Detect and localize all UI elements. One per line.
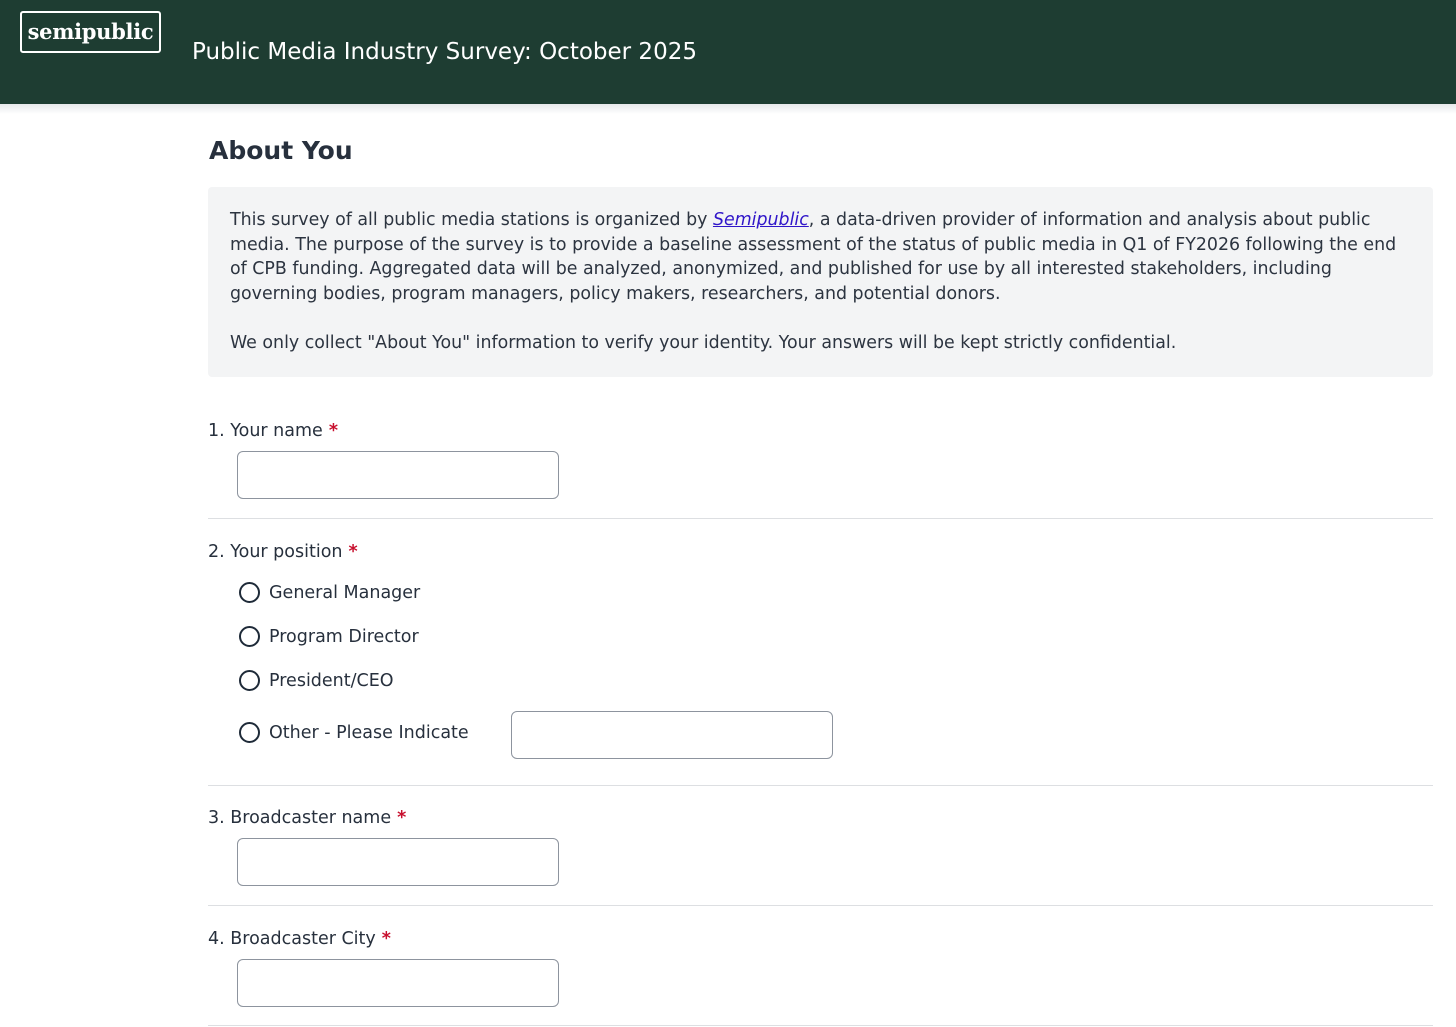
radio-label[interactable]: General Manager bbox=[269, 583, 421, 603]
survey-title: Public Media Industry Survey: October 2025 bbox=[192, 39, 697, 65]
radio-label[interactable]: Other - Please Indicate bbox=[269, 723, 469, 743]
required-asterisk: * bbox=[381, 929, 391, 949]
question-4-label bbox=[208, 926, 391, 952]
radio-button[interactable] bbox=[239, 626, 260, 647]
question-2-label bbox=[208, 539, 358, 565]
required-asterisk: * bbox=[348, 542, 358, 562]
broadcaster-name-input[interactable] bbox=[237, 838, 559, 886]
section-title: About You bbox=[209, 136, 353, 165]
semipublic-link[interactable]: Semipublic bbox=[712, 210, 809, 230]
semipublic-logo[interactable]: semipublic bbox=[20, 11, 161, 53]
question-2-text: 2. Your position bbox=[208, 542, 343, 562]
intro-paragraph-1 bbox=[230, 208, 1411, 306]
divider bbox=[208, 785, 1433, 786]
survey-header bbox=[0, 0, 1456, 104]
your-name-input[interactable] bbox=[237, 451, 559, 499]
intro-box bbox=[208, 187, 1433, 377]
question-1-text: 1. Your name bbox=[208, 421, 323, 441]
required-asterisk: * bbox=[328, 421, 338, 441]
radio-label[interactable]: President/CEO bbox=[269, 671, 394, 691]
required-asterisk: * bbox=[397, 808, 407, 828]
header-shadow bbox=[0, 104, 1456, 114]
broadcaster-city-input[interactable] bbox=[237, 959, 559, 1007]
radio-button[interactable] bbox=[239, 722, 260, 743]
question-3-label bbox=[208, 805, 406, 831]
radio-label[interactable]: Program Director bbox=[269, 627, 419, 647]
other-position-input[interactable] bbox=[511, 711, 833, 759]
radio-button[interactable] bbox=[239, 670, 260, 691]
divider bbox=[208, 1025, 1433, 1026]
intro-paragraph-2: We only collect "About You" information to verify your identity. Your answers will be kept strictly confidential. bbox=[230, 332, 1177, 353]
divider bbox=[208, 518, 1433, 519]
question-4-text: 4. Broadcaster City bbox=[208, 929, 376, 949]
question-1-label bbox=[208, 418, 338, 444]
intro-text-before-link: This survey of all public media stations is organized by bbox=[230, 210, 713, 230]
intro-text-after-link: , a data-driven provider of information and analysis about public media. The purpose of the survey is to provide a baseline assessment of the status of public media in Q1 of FY2026 following the end of CPB funding. Aggregated data will be analyzed, anonymized, and published for use by all interested stakeholders, including governing bodies, program managers, policy makers, researchers, and potential donors. bbox=[230, 210, 1397, 304]
radio-button[interactable] bbox=[239, 582, 260, 603]
question-3-text: 3. Broadcaster name bbox=[208, 808, 392, 828]
divider bbox=[208, 905, 1433, 906]
